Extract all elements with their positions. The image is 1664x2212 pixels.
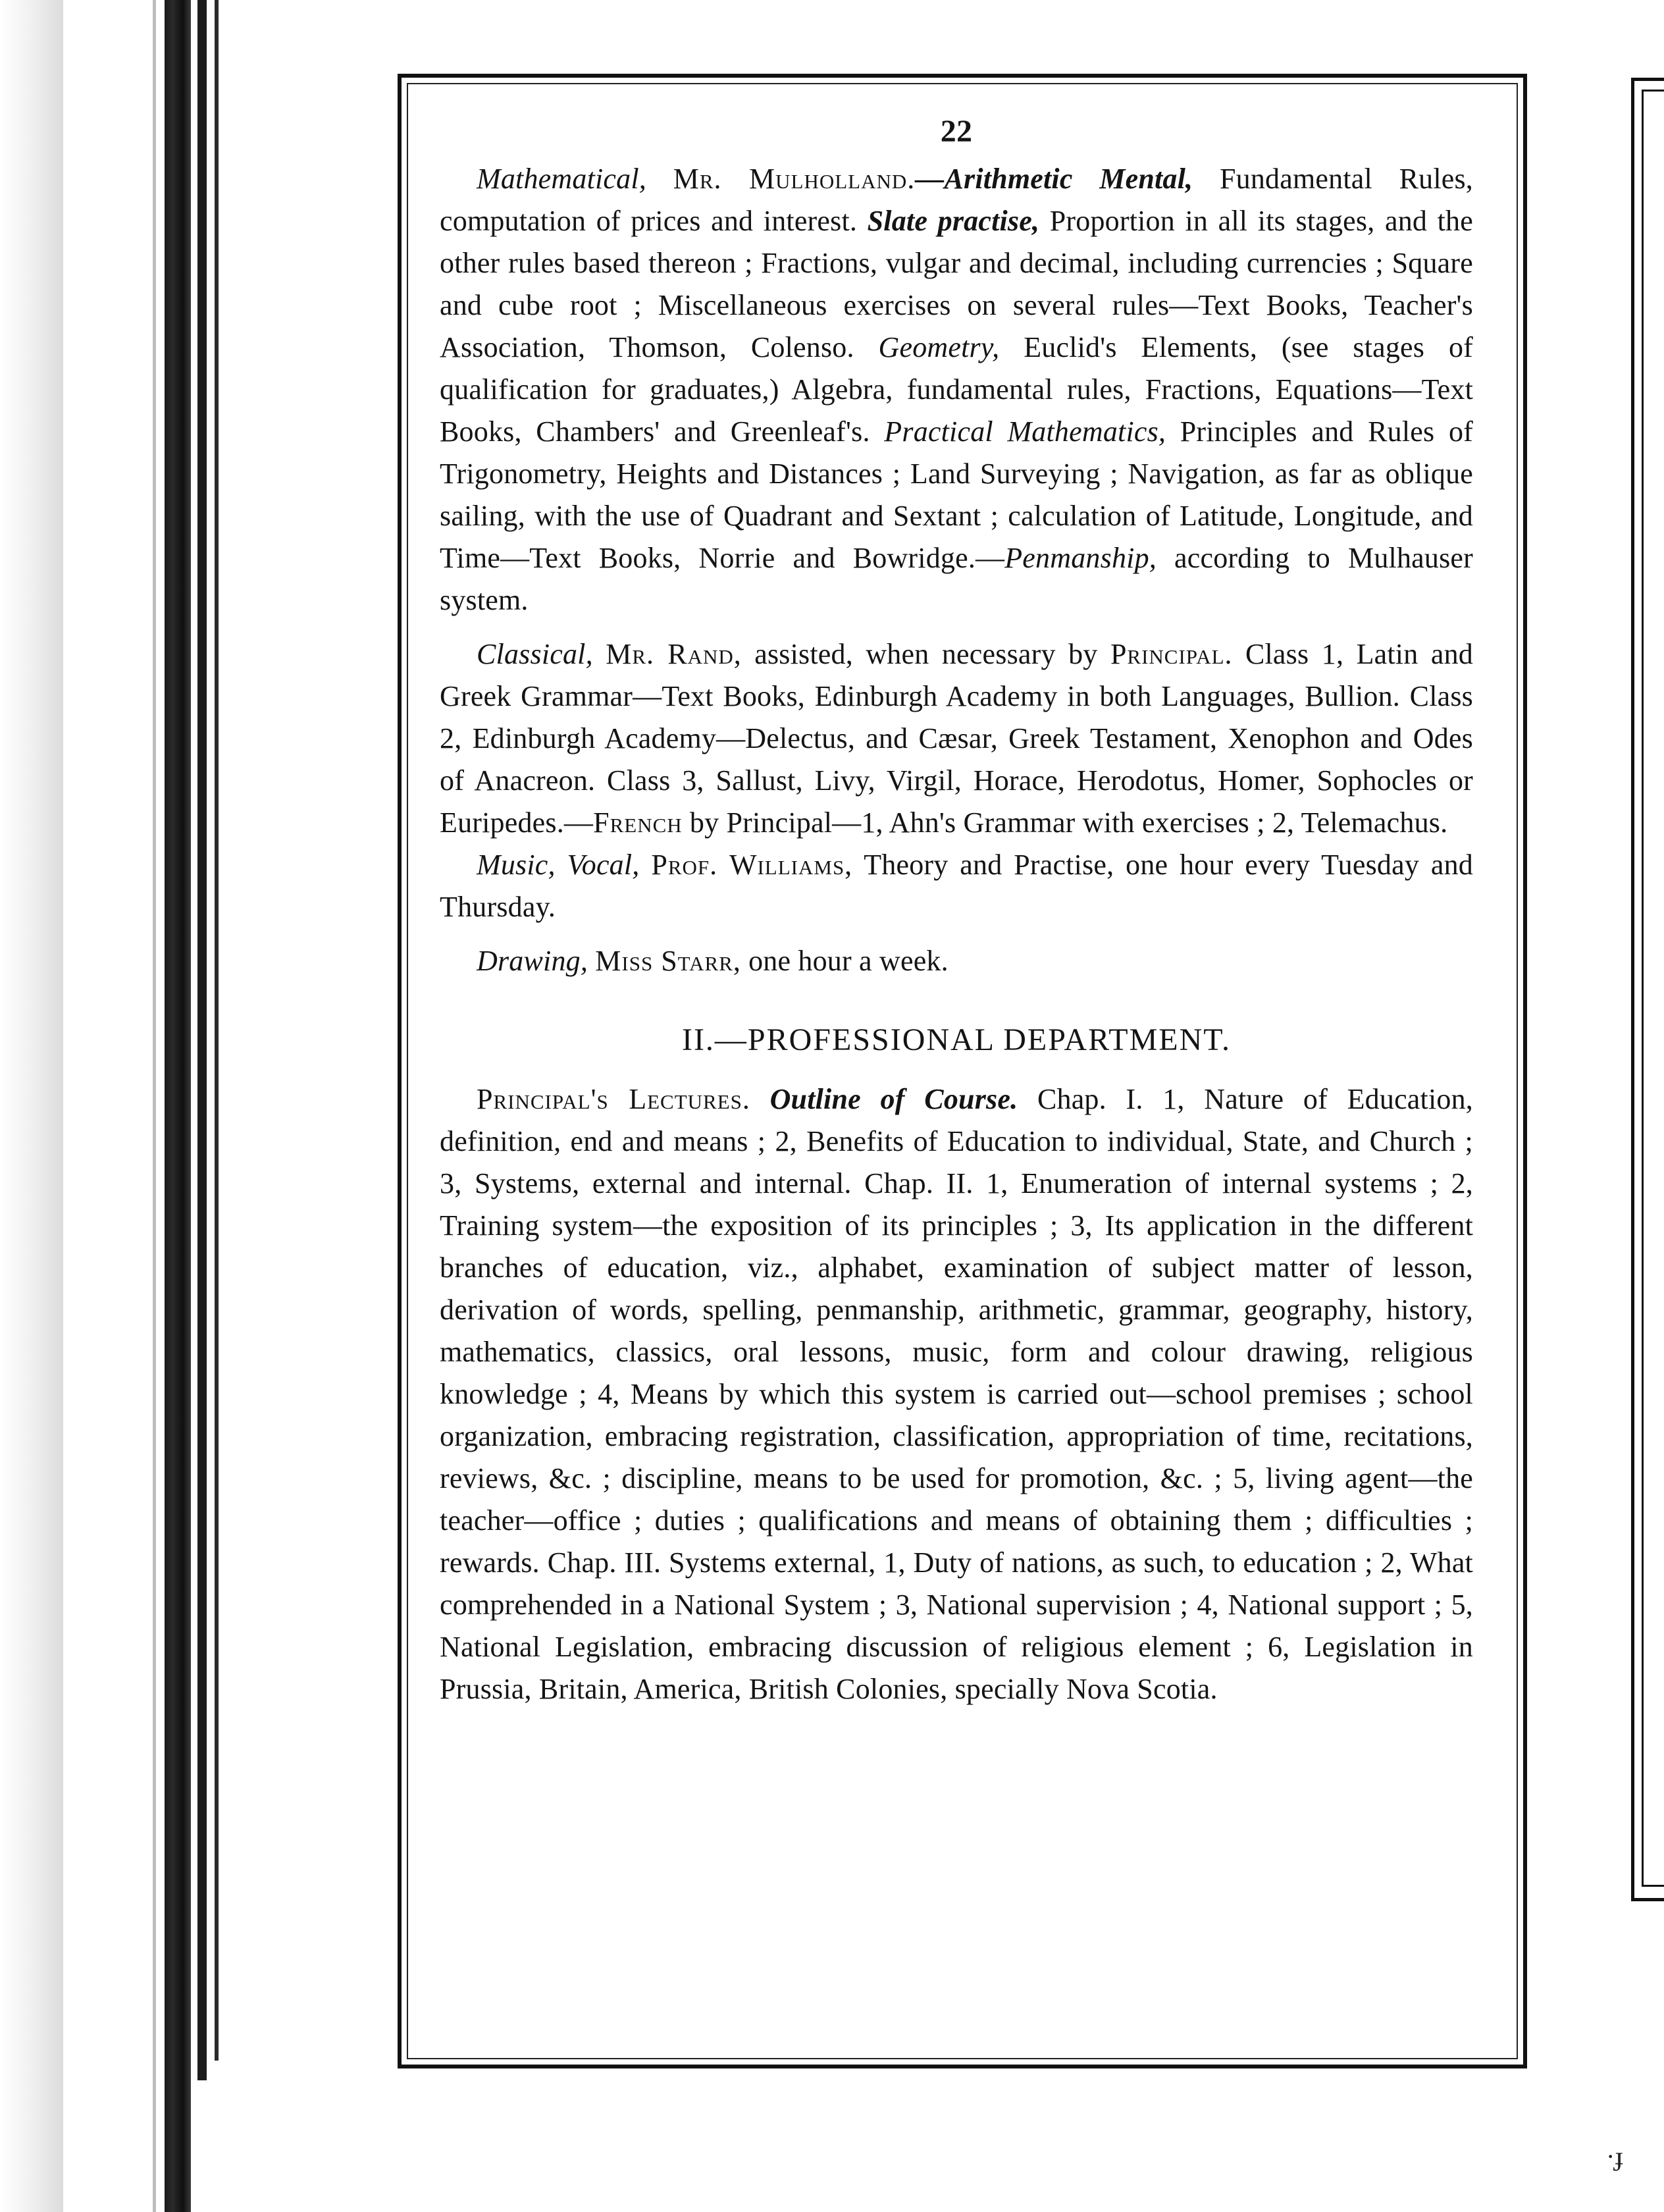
classical-teacher: Mr. Rand, <box>606 638 742 670</box>
classical-principal: Principal. <box>1110 638 1233 670</box>
lectures-label: Principal's Lectures. <box>477 1083 750 1115</box>
lectures-paragraph <box>440 1078 1473 1710</box>
classical-text-1: assisted, when necessary by <box>741 638 1110 670</box>
french-label: French <box>593 806 683 839</box>
mathematical-text-1: Fundamental Rules, computation of prices and interest. <box>440 163 1474 237</box>
spine-stripe-inner <box>215 0 219 2061</box>
classical-paragraph <box>440 633 1473 844</box>
practical-mathematics-label: Practical Mathematics, <box>884 415 1166 448</box>
mathematical-text-3: Euclid's Elements, (see stages of qualification for graduates,) Algebra, fundamental rules, Fractions, Equations—Text Books, Chambers' and Greenleaf's. <box>440 331 1473 448</box>
penmanship-label: Penmanship, <box>1004 542 1157 574</box>
mathematical-paragraph <box>440 158 1473 621</box>
classical-text-3: by Principal—1, Ahn's Grammar with exercises ; 2, Telemachus. <box>682 806 1448 839</box>
classical-label: Classical, <box>477 638 593 670</box>
mathematical-text-2: Proportion in all its stages, and the other rules based thereon ; Fractions, vulgar and decimal, including currencies ; Square and cube root ; Miscellaneous exercises on several rules—Text Books, Teacher's Association, Thomson, Colenso. <box>440 205 1473 363</box>
adjacent-page-inner-border <box>1642 90 1664 1887</box>
music-text: Theory and Practise, one hour every Tuesday and Thursday. <box>440 849 1473 923</box>
ink-speck: ·ɟ <box>1606 2142 1624 2171</box>
geometry-label: Geometry, <box>878 331 1000 363</box>
mathematical-label: Mathematical, <box>477 163 646 195</box>
scan-left-margin <box>0 0 63 2212</box>
music-teacher: Prof. Williams, <box>651 849 853 881</box>
outline-label: Outline of Course. <box>769 1083 1018 1115</box>
drawing-label: Drawing, <box>477 945 588 977</box>
page-text-column <box>440 111 1473 1710</box>
spine-stripe <box>197 0 207 2080</box>
drawing-teacher: Miss Starr, <box>595 945 741 977</box>
drawing-paragraph <box>440 940 1473 982</box>
music-paragraph <box>440 844 1473 928</box>
page-number: 22 <box>940 114 973 149</box>
mathematical-text-5: according to Mulhauser system. <box>440 542 1473 616</box>
classical-text-2: Class 1, Latin and Greek Grammar—Text Books, Edinburgh Academy in both Languages, Bullion. Class 2, Edinburgh Academy—Delectus, and Cæsar, Greek Testament, Xenophon and Odes of Anacreon. Class 3, Sallust, Livy, Virgil, Horace, Herodotus, Homer, Sophocles or Euripedes.— <box>440 638 1473 839</box>
book-spine <box>165 0 191 2212</box>
mathematical-teacher: Mr. Mulholland. <box>673 163 916 195</box>
slate-practise-label: Slate practise, <box>867 205 1040 237</box>
gutter-line <box>153 0 156 2212</box>
music-label: Music, Vocal, <box>477 849 640 881</box>
lectures-text: Chap. I. 1, Nature of Education, definition, end and means ; 2, Benefits of Education to individual, State, and Church ; 3, Systems, external and internal. Chap. II. 1, Enumeration of internal systems ; 2, Training system—the exposition of its principles ; 3, Its application in the different branches of education, viz., alphabet, examination of subject matter of lesson, derivation of words, spelling, penmanship, arithmetic, grammar, geography, history, mathematics, classics, oral lessons, music, form and colour drawing, religious knowledge ; 4, Means by which this system is carried out—school premises ; school organization, embracing registration, classification, appropriation of time, recitations, reviews, &c. ; discipline, means to be used for promotion, &c. ; 5, living agent—the teacher—office ; duties ; qualifications and means of obtaining them ; difficulties ; rewards. Chap. III. Systems external, 1, Duty of nations, as such, to education ; 2, What comprehended in a National System ; 3, National supervision ; 4, National support ; 5, National Legislation, embracing discussion of religious element ; 6, Legislation in Prussia, Britain, America, British Colonies, specially Nova Scotia. <box>440 1083 1473 1705</box>
section-heading: II.—PROFESSIONAL DEPARTMENT. <box>681 1022 1232 1057</box>
mathematical-text-4: Principles and Rules of Trigonometry, Heights and Distances ; Land Surveying ; Navigation, as far as oblique sailing, with the use of Quadrant and Sextant ; calculation of Latitude, Longitude, and Time—Text Books, Norrie and Bowridge.— <box>440 415 1474 574</box>
arithmetic-mental-label: —Arithmetic Mental, <box>915 163 1193 195</box>
drawing-text: one hour a week. <box>741 945 949 977</box>
